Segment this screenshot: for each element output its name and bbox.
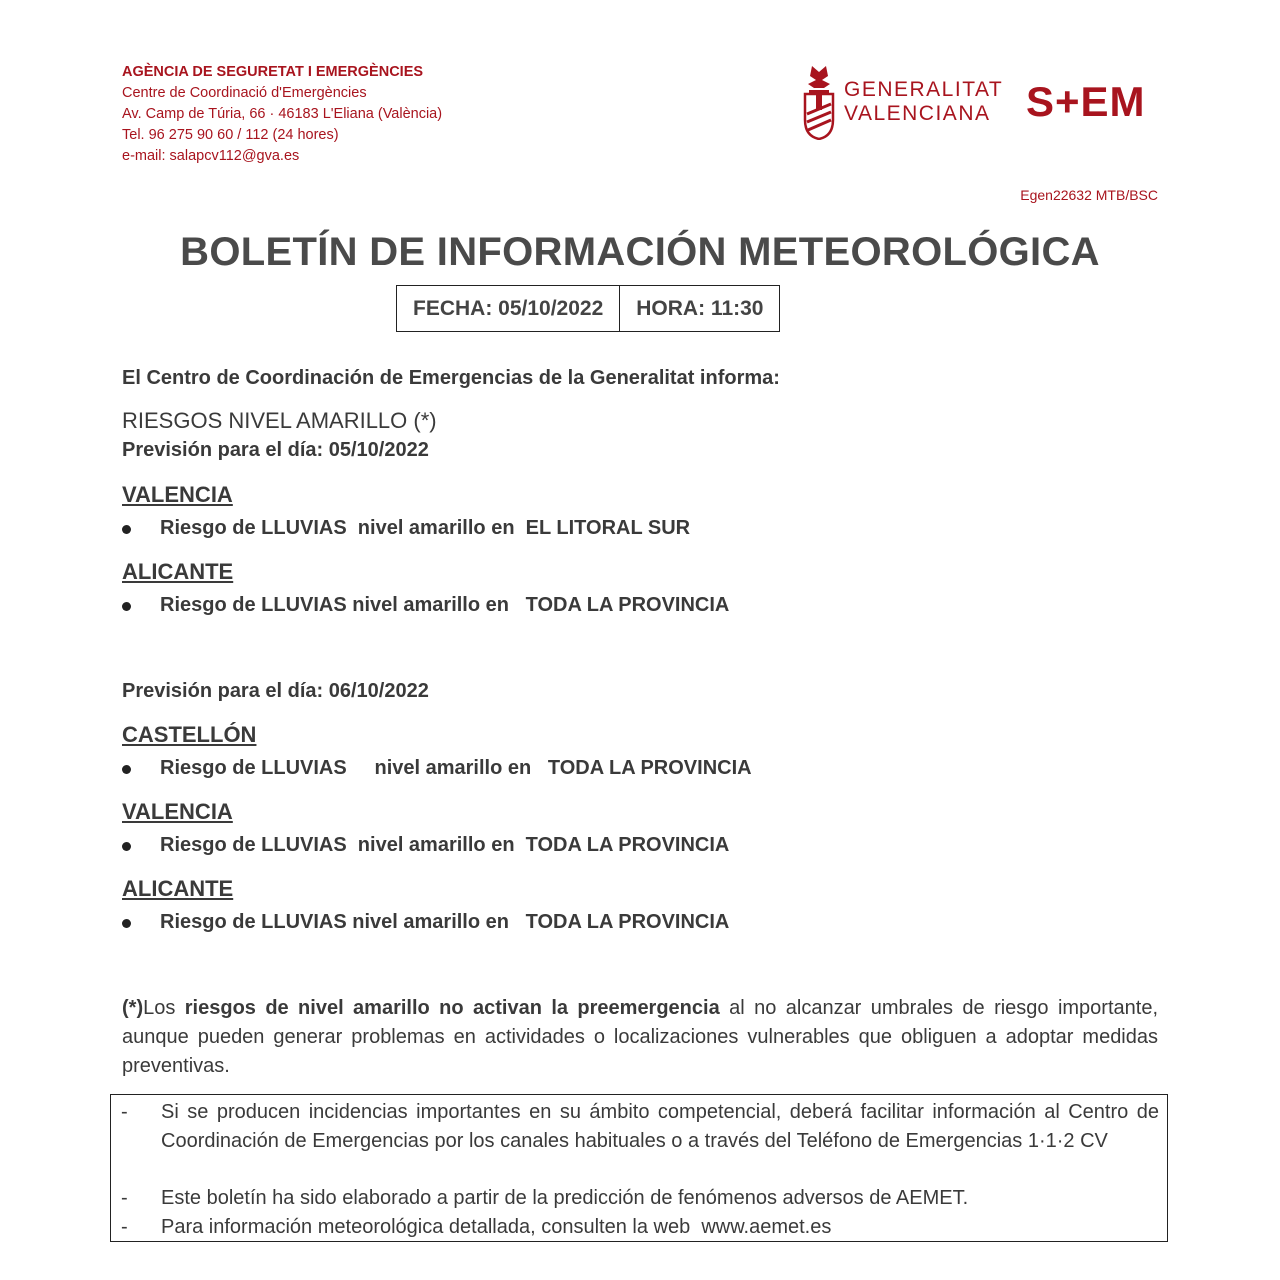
bullet-icon	[122, 602, 131, 611]
province-heading: CASTELLÓN	[122, 722, 257, 747]
bullet-icon	[122, 919, 131, 928]
sem-logo: S+EM	[1026, 78, 1146, 125]
logo-valenciana-text: VALENCIANA	[844, 102, 991, 125]
agency-phone: Tel. 96 275 90 60 / 112 (24 hores)	[122, 127, 339, 143]
generalitat-logo	[802, 64, 1002, 140]
agency-name: AGÈNCIA DE SEGURETAT I EMERGÈNCIES	[122, 64, 424, 80]
info-item-text: Si se producen incidencias importantes en su ámbito competencial, deberá facilitar información al Centro de Coordinación de Emergencias por los canales habituales o a través del Teléfono de Emergencias 1·1·2 CV	[161, 1101, 1159, 1152]
dash-marker: -	[121, 1101, 128, 1123]
note-mark: (*)	[122, 997, 144, 1019]
bullet-icon	[122, 765, 131, 774]
note-rest: al no alcanzar umbrales de riesgo importante, aunque pueden generar problemas en actividades o localizaciones vulnerables que obliguen a adoptar medidas preventivas.	[122, 997, 1158, 1077]
page-title: BOLETÍN DE INFORMACIÓN METEOROLÓGICA	[180, 230, 1100, 274]
intro-text: El Centro de Coordinación de Emergencias de la Generalitat informa:	[122, 367, 780, 389]
agency-block	[122, 62, 442, 167]
risk-item-text: Riesgo de LLUVIAS nivel amarillo en EL LITORAL SUR	[160, 517, 691, 539]
yellow-level-note	[122, 994, 1158, 1081]
province-heading: VALENCIA	[122, 482, 233, 507]
province-heading: VALENCIA	[122, 799, 233, 824]
risk-item-text: Riesgo de LLUVIAS nivel amarillo en TODA LA PROVINCIA	[160, 834, 730, 856]
time-cell: HORA: 11:30	[636, 297, 764, 320]
note-pre: Los	[143, 997, 185, 1019]
note-bold: riesgos de nivel amarillo no activan la preemergencia	[184, 997, 720, 1019]
forecast-day2-label: Previsión para el día: 06/10/2022	[122, 680, 429, 702]
forecast-day1-label: Previsión para el día: 05/10/2022	[122, 439, 429, 461]
agency-centre: Centre de Coordinació d'Emergències	[122, 85, 367, 101]
logo-generalitat-text: GENERALITAT	[844, 78, 1004, 101]
bullet-icon	[122, 842, 131, 851]
info-item-text: Este boletín ha sido elaborado a partir de la predicción de fenómenos adversos de AEMET.	[161, 1187, 969, 1209]
info-box	[110, 1094, 1168, 1242]
risk-heading: RIESGOS NIVEL AMARILLO (*)	[122, 408, 437, 433]
dash-marker: -	[121, 1216, 128, 1238]
date-cell: FECHA: 05/10/2022	[397, 286, 620, 331]
risk-item-text: Riesgo de LLUVIAS nivel amarillo en TODA LA PROVINCIA	[160, 911, 730, 933]
risk-item-text: Riesgo de LLUVIAS nivel amarillo en TODA LA PROVINCIA	[160, 594, 730, 616]
dash-marker: -	[121, 1187, 128, 1209]
province-heading: ALICANTE	[122, 559, 234, 584]
risk-item-text: Riesgo de LLUVIAS nivel amarillo en TODA LA PROVINCIA	[160, 757, 752, 779]
agency-email: e-mail: salapcv112@gva.es	[122, 148, 300, 164]
bullet-icon	[122, 525, 131, 534]
agency-address: Av. Camp de Túria, 66 · 46183 L'Eliana (València)	[122, 106, 443, 122]
info-item-text: Para información meteorológica detallada, consulten la web www.aemet.es	[161, 1216, 832, 1238]
date-time-box	[396, 285, 780, 332]
generalitat-emblem-icon	[802, 64, 836, 140]
document-reference: Egen22632 MTB/BSC	[1020, 187, 1158, 203]
province-heading: ALICANTE	[122, 876, 234, 901]
